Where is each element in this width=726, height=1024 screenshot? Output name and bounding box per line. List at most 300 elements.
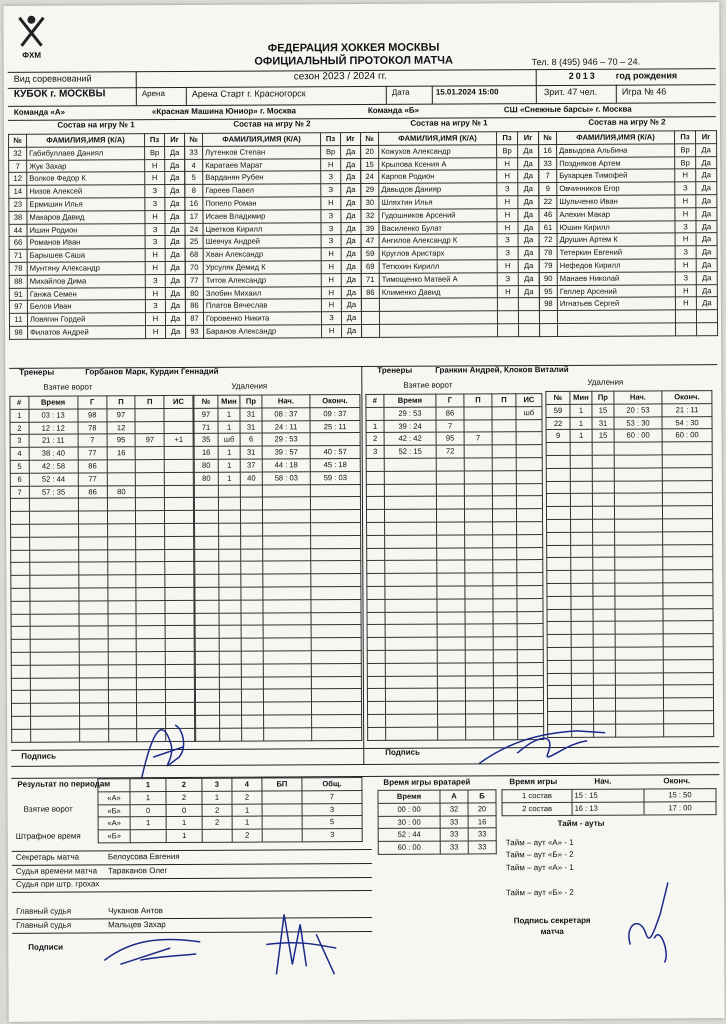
table-cell (570, 494, 592, 507)
table-cell: Н (497, 157, 518, 170)
table-cell: 29 : 53 (384, 407, 436, 420)
table-cell (195, 677, 219, 690)
table-cell: Давыдова Альбина (557, 144, 675, 157)
table-cell: Да (165, 249, 185, 262)
table-row (11, 626, 194, 640)
table-row (546, 403, 712, 417)
table-row (185, 312, 361, 326)
table-cell (311, 638, 361, 651)
table-cell: Да (165, 287, 185, 300)
table-cell (108, 639, 137, 652)
table-cell (136, 613, 165, 626)
table-cell (465, 560, 493, 573)
official-role-label: Судья времени матча (15, 866, 98, 876)
table-cell: 24 (185, 223, 203, 236)
table-cell (614, 493, 662, 506)
table-row (185, 299, 361, 313)
table-cell: Да (341, 145, 361, 158)
official-name: Чуканов Антов (108, 906, 163, 916)
table-row (539, 143, 717, 157)
table-cell (107, 536, 136, 549)
table-cell (264, 727, 312, 740)
table-cell: 2 (166, 791, 202, 804)
table-cell (262, 816, 302, 829)
table-cell (136, 472, 165, 485)
table-cell: 2 (232, 791, 262, 804)
table-cell: 15 (592, 430, 614, 443)
table-cell: 6 (10, 473, 29, 486)
table-cell (615, 660, 663, 673)
table-cell (436, 458, 464, 471)
table-cell (108, 613, 137, 626)
table-cell (165, 639, 194, 652)
table-cell (196, 715, 220, 728)
table-row (547, 672, 713, 686)
column-header: ФАМИЛИЯ,ИМЯ (К/А) (557, 131, 675, 144)
table-cell: 1 (202, 791, 232, 804)
table-cell (219, 536, 241, 549)
table-row (185, 145, 361, 159)
table-row (367, 547, 543, 561)
table-cell: Бухарцев Тимофей (557, 169, 675, 182)
table-cell (263, 536, 311, 549)
table-row (10, 459, 193, 473)
table-row (367, 650, 543, 664)
table-cell (240, 485, 262, 498)
game-time-end-label: Оконч. (663, 776, 691, 786)
table-cell (241, 702, 263, 715)
table-cell: Вр (675, 144, 696, 157)
table-cell: 16 : 13 (572, 802, 644, 815)
table-cell: 52 : 44 (378, 828, 440, 841)
table-row (547, 659, 713, 673)
table-cell (517, 675, 543, 688)
table-cell: Василенко Булат (379, 221, 497, 234)
table-cell: 60 : 00 (662, 429, 712, 442)
table-cell (570, 468, 592, 481)
table-cell: 1 (166, 830, 202, 843)
table-row (361, 234, 539, 248)
table-cell (367, 663, 385, 676)
table-cell (517, 662, 543, 675)
table-cell (219, 625, 241, 638)
table-cell (697, 323, 718, 336)
table-cell (219, 677, 241, 690)
table-cell (519, 324, 540, 337)
table-row (367, 586, 543, 600)
table-cell (437, 548, 465, 561)
coach-b-signature (477, 723, 607, 774)
table-cell: 33 (440, 816, 468, 829)
table-cell: 22 (546, 417, 570, 430)
table-cell: 7 (464, 432, 492, 445)
table-cell: 09 : 37 (310, 407, 360, 420)
table-cell: 77 (78, 447, 107, 460)
column-header: # (10, 396, 29, 409)
table-cell: 31 (240, 408, 262, 421)
table-cell: 1 (130, 817, 166, 830)
table-cell: 2 (202, 804, 232, 817)
table-cell (368, 714, 386, 727)
timeout-entry: Тайм – аут «Б» - 2 (505, 850, 574, 860)
table-cell (241, 523, 263, 536)
table-cell (437, 560, 465, 573)
table-cell (164, 459, 193, 472)
table-row (9, 313, 185, 327)
spectators: Зрит. 47 чел. (543, 86, 598, 98)
column-header: № (9, 134, 27, 147)
table-cell: Да (341, 312, 361, 325)
table-cell: 57 : 35 (29, 486, 78, 499)
table-cell: Геллер Арсений (557, 284, 675, 297)
table-cell (79, 665, 108, 678)
table-cell (437, 624, 465, 637)
column-header: Мин (570, 391, 592, 404)
table-cell: 12 (107, 421, 136, 434)
table-cell: Да (696, 156, 717, 169)
table-cell (384, 509, 436, 522)
table-cell: Н (321, 248, 341, 261)
column-header: ИС (516, 394, 542, 407)
table-cell (311, 599, 361, 612)
roster-header (9, 133, 185, 147)
table-cell: 1 (570, 417, 592, 430)
table-row (195, 625, 361, 639)
table-cell (571, 698, 593, 711)
table-row (547, 544, 713, 558)
column-header: № (361, 132, 379, 145)
table-row (185, 286, 361, 300)
team-b-line2-roster (538, 130, 718, 337)
table-row (361, 260, 539, 274)
table-row (11, 664, 194, 678)
table-row (195, 702, 361, 716)
table-cell (547, 609, 571, 622)
table-cell (263, 587, 311, 600)
table-cell: 47 (361, 235, 379, 248)
table-cell (614, 506, 662, 519)
table-cell: Да (342, 324, 362, 337)
table-row (194, 407, 360, 421)
table-cell: Хван Александр (203, 248, 321, 261)
table-cell: 61 (539, 221, 557, 234)
table-cell (464, 407, 492, 420)
table-cell: Горовенко Никита (203, 312, 321, 325)
table-cell: 72 (539, 234, 557, 247)
table-cell (135, 421, 164, 434)
phone-number: Тел. 8 (495) 946 – 70 – 24. (531, 56, 641, 68)
referee2-signature (256, 904, 346, 984)
table-cell: 24 (361, 171, 379, 184)
table-cell: Тетеркин Евгений (557, 246, 675, 259)
table-row (366, 432, 542, 446)
table-cell (164, 408, 193, 421)
table-cell (11, 703, 30, 716)
table-cell (79, 613, 108, 626)
table-cell: 16 (194, 446, 218, 459)
table-cell: Варданян Рубен (203, 171, 321, 184)
table-cell: 33 (440, 828, 468, 841)
table-row (367, 573, 543, 587)
table-cell: Да (165, 313, 185, 326)
table-cell (465, 701, 493, 714)
table-cell: 16 (107, 447, 136, 460)
table-cell (663, 583, 713, 596)
table-cell: 1 (366, 420, 384, 433)
table-cell (107, 562, 136, 575)
table-cell (465, 522, 493, 535)
table-cell (12, 729, 31, 742)
table-cell: 98 (10, 326, 28, 339)
table-cell: 59 (546, 404, 570, 417)
table-cell (311, 689, 361, 702)
table-row (11, 523, 194, 537)
table-cell (263, 612, 311, 625)
results-title: Результат по периодам (17, 779, 111, 789)
table-cell (30, 690, 79, 703)
table-cell (436, 471, 464, 484)
table-cell (219, 562, 241, 575)
table-cell: 39 : 24 (384, 420, 436, 433)
team-a-coaches: Горбанов Марк, Курдин Геннадий (85, 366, 219, 377)
table-cell: 86 (436, 407, 464, 420)
table-cell: Да (696, 143, 717, 156)
table-cell (79, 729, 108, 742)
table-cell (241, 664, 263, 677)
table-cell (263, 600, 311, 613)
table-cell (367, 522, 385, 535)
table-cell (615, 583, 663, 596)
table-cell: Шевчук Андрей (203, 235, 321, 248)
table-cell (614, 455, 662, 468)
table-cell: Каратаев Марат (203, 158, 321, 171)
table-cell (366, 484, 384, 497)
table-row (367, 675, 543, 689)
table-row (195, 574, 361, 588)
column-header: А (440, 790, 468, 803)
table-cell (137, 703, 166, 716)
table-cell: 97 (194, 408, 218, 421)
table-cell (558, 323, 676, 336)
table-cell: Карпов Родион (379, 170, 497, 183)
table-row (546, 467, 712, 481)
team-b-goals-title: Взятие ворот (403, 380, 453, 390)
table-cell (663, 634, 713, 647)
roster-header (539, 131, 717, 145)
table-cell: 86 (78, 485, 107, 498)
table-cell (137, 677, 166, 690)
table-cell (30, 626, 79, 639)
table-row (366, 470, 542, 484)
table-cell: 2 (202, 817, 232, 830)
table-cell (436, 496, 464, 509)
table-row (367, 534, 543, 548)
table-row (10, 325, 186, 339)
team-a-name: «Красная Машина Юниор» г. Москва (151, 106, 297, 117)
column-header: № (185, 133, 203, 146)
table-cell (615, 685, 663, 698)
table-cell (195, 702, 219, 715)
table-cell (30, 652, 79, 665)
table-cell (136, 524, 165, 537)
table-cell: Да (166, 325, 186, 338)
table-row (361, 285, 539, 299)
table-cell: З (145, 274, 165, 287)
table-row (9, 210, 185, 224)
table-cell (616, 711, 664, 724)
goalie-header (378, 790, 496, 803)
column-header: Б (468, 790, 496, 803)
table-cell: 3 (10, 435, 29, 448)
table-cell (492, 432, 516, 445)
table-cell: Ловягин Гордей (27, 313, 145, 326)
table-cell: 7 (539, 170, 557, 183)
table-row (378, 828, 496, 841)
table-cell (663, 595, 713, 608)
table-row (195, 663, 361, 677)
table-cell (241, 638, 263, 651)
table-cell (79, 639, 108, 652)
table-cell (194, 485, 218, 498)
table-row (361, 196, 539, 210)
table-row (539, 259, 717, 273)
table-cell: 08 : 37 (262, 408, 310, 421)
table-cell: 42 : 58 (29, 460, 78, 473)
table-row (9, 185, 185, 199)
table-cell: Да (696, 182, 717, 195)
table-cell (571, 673, 593, 686)
table-cell (240, 510, 262, 523)
table-cell (108, 652, 137, 665)
table-cell (310, 510, 360, 523)
table-cell: Н (675, 195, 696, 208)
table-cell (385, 535, 437, 548)
table-cell: Михайлов Дима (27, 274, 145, 287)
table-cell (30, 729, 79, 742)
table-cell (385, 612, 437, 625)
table-cell: 44 (9, 224, 27, 237)
table-cell (164, 447, 193, 460)
column-header: # (366, 394, 384, 407)
table-cell: 1 (218, 446, 240, 459)
table-cell (547, 673, 571, 686)
table-cell: Н (497, 196, 518, 209)
table-cell: З (675, 220, 696, 233)
table-cell (384, 484, 436, 497)
table-cell (493, 688, 517, 701)
table-cell (219, 702, 241, 715)
table-cell (379, 298, 497, 311)
table-cell (136, 600, 165, 613)
table-cell: Да (518, 157, 539, 170)
table-cell: Тимощенко Матвей А (379, 273, 497, 286)
table-cell (385, 586, 437, 599)
table-cell (593, 570, 615, 583)
table-cell (593, 532, 615, 545)
table-cell (437, 535, 465, 548)
table-cell: 88 (9, 275, 27, 288)
table-cell: Цветков Кирилл (203, 222, 321, 235)
table-cell (107, 472, 136, 485)
table-cell (79, 652, 108, 665)
table-cell (465, 535, 493, 548)
table-cell (29, 550, 78, 563)
table-cell: 30 : 00 (378, 816, 440, 829)
table-cell (165, 562, 194, 575)
table-cell (136, 587, 165, 600)
table-row (194, 471, 360, 485)
table-cell: Да (518, 247, 539, 260)
table-cell (29, 575, 78, 588)
team-b-penalties-table (545, 390, 714, 737)
table-row (367, 662, 543, 676)
table-cell (108, 600, 137, 613)
table-row (547, 634, 713, 648)
table-cell: 31 (240, 421, 262, 434)
table-cell (136, 511, 165, 524)
table-row (10, 498, 193, 512)
team-a-line1-title: Состав на игру № 1 (57, 120, 135, 130)
team-a-coaches-label: Тренеры (19, 367, 55, 377)
table-row (367, 522, 543, 536)
table-cell (311, 574, 361, 587)
table-cell: З (675, 272, 696, 285)
table-cell: Н (321, 286, 341, 299)
table-row (194, 497, 360, 511)
table-cell: 72 (436, 445, 464, 458)
table-row (547, 685, 713, 699)
table-row (367, 611, 543, 625)
table-cell (517, 534, 543, 547)
table-cell (516, 470, 542, 483)
table-cell (497, 311, 518, 324)
team-a-line1-roster (8, 133, 186, 340)
table-cell: 25 : 11 (310, 420, 360, 433)
table-cell: 78 (9, 262, 27, 275)
table-cell (547, 571, 571, 584)
table-cell (164, 421, 193, 434)
table-cell: 59 (361, 248, 379, 261)
table-cell (241, 600, 263, 613)
table-row (185, 273, 361, 287)
table-row (547, 608, 713, 622)
table-cell: 3 (366, 446, 384, 459)
table-cell: 1 (10, 409, 29, 422)
table-cell (241, 613, 263, 626)
table-cell: 80 (185, 287, 203, 300)
table-cell (592, 506, 614, 519)
table-row (9, 172, 185, 186)
table-cell (361, 312, 379, 325)
table-cell (664, 711, 714, 724)
table-cell (557, 310, 675, 323)
table-cell (493, 560, 517, 573)
table-row (546, 442, 712, 456)
table-cell (614, 442, 662, 455)
game-number: Игра № 46 (621, 86, 667, 97)
table-cell (517, 522, 543, 535)
table-cell (517, 688, 543, 701)
table-cell: Да (165, 236, 185, 249)
column-header: Пз (675, 131, 696, 144)
table-cell: Да (165, 159, 185, 172)
table-cell (29, 562, 78, 575)
table-cell: Н (145, 249, 165, 262)
table-cell: 17 (185, 210, 203, 223)
table-cell: 32 (361, 209, 379, 222)
table-cell: 37 (240, 459, 262, 472)
table-cell (263, 638, 311, 651)
